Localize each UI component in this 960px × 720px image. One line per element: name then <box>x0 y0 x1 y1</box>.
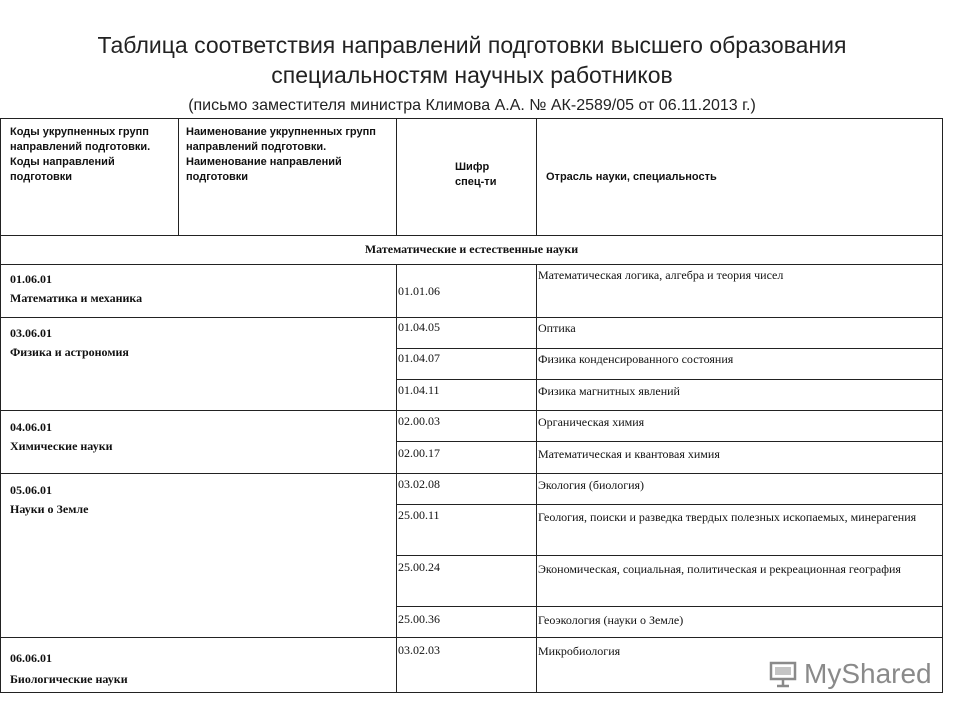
presentation-icon <box>768 659 798 689</box>
spec-name: Физика конденсированного состояния <box>538 352 734 366</box>
column-header-codes: Коды укрупненных групп направлений подготовки. Коды направлений подготовки <box>10 126 151 183</box>
spec-code: 01.04.05 <box>398 320 440 334</box>
table-row <box>10 481 390 519</box>
column-header-field: Отрасль науки, специальность <box>546 171 717 183</box>
spec-name: Математическая и квантовая химия <box>538 447 720 461</box>
spec-name: Микробиология <box>538 644 621 658</box>
page-subtitle: (письмо заместителя министра Климова А.А. № АК-2589/05 от 06.11.2013 г.) <box>188 97 756 114</box>
table-row <box>10 270 390 308</box>
spec-code: 01.04.07 <box>398 351 440 365</box>
group-name: Химические науки <box>10 439 113 453</box>
group-code: 06.06.01 <box>10 651 52 665</box>
title-line-2: специальностям научных работников <box>271 62 673 88</box>
spec-code: 01.04.11 <box>398 383 440 397</box>
group-name: Биологические науки <box>10 672 128 686</box>
table-row <box>10 324 390 362</box>
watermark-text: MyShared <box>804 658 932 689</box>
spec-name: Математическая логика, алгебра и теория чисел <box>538 268 784 282</box>
group-code: 04.06.01 <box>10 420 52 434</box>
spec-code: 25.00.11 <box>398 508 440 522</box>
spec-name: Экономическая, социальная, политическая и рекреационная география <box>538 562 901 576</box>
group-code: 03.06.01 <box>10 326 52 340</box>
spec-name: Органическая химия <box>538 415 645 429</box>
group-code: 01.06.01 <box>10 272 52 286</box>
spec-name: Геология, поиски и разведка твердых полезных ископаемых, минерагения <box>538 510 917 524</box>
table-row <box>10 648 390 690</box>
spec-code: 01.01.06 <box>398 284 440 298</box>
table-row <box>10 418 390 456</box>
column-header-cipher: Шифр спец-ти <box>455 161 497 188</box>
group-name: Математика и механика <box>10 291 143 305</box>
spec-name: Физика магнитных явлений <box>538 384 680 398</box>
spec-code: 02.00.03 <box>398 414 440 428</box>
section-title: Математические и естественные науки <box>364 242 579 256</box>
watermark <box>768 656 938 692</box>
spec-name: Оптика <box>538 321 576 335</box>
spec-code: 25.00.24 <box>398 560 440 574</box>
spec-code: 25.00.36 <box>398 612 440 626</box>
spec-name: Геоэкология (науки о Земле) <box>538 613 684 627</box>
page-title <box>0 30 944 90</box>
title-line-1: Таблица соответствия направлений подготовки высшего образования <box>97 32 847 58</box>
group-name: Физика и астрономия <box>10 345 129 359</box>
spec-code: 03.02.08 <box>398 477 440 491</box>
spec-code: 02.00.17 <box>398 446 440 460</box>
spec-code: 03.02.03 <box>398 643 440 657</box>
group-name: Науки о Земле <box>10 502 89 516</box>
column-header-names: Наименование укрупненных групп направлений подготовки. Наименование направлений подготовки <box>186 126 376 183</box>
group-code: 05.06.01 <box>10 483 52 497</box>
spec-name: Экология (биология) <box>538 478 645 492</box>
